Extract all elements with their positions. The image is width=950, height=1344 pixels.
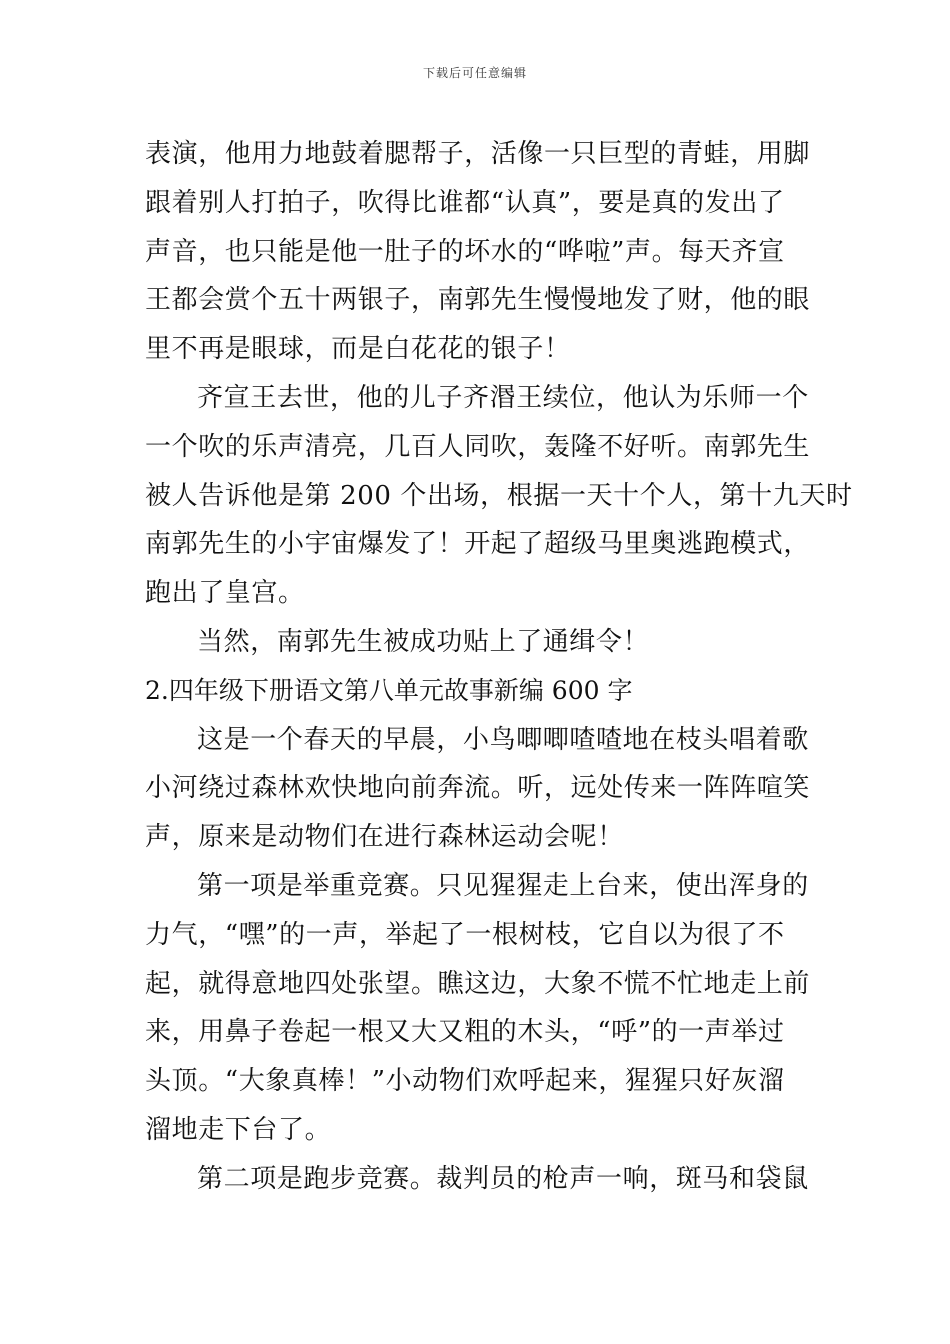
text-line: 表演，他用力地鼓着腮帮子，活像一只巨型的青蛙，用脚 [145, 139, 811, 169]
text-line: 头顶。“大象真棒！”小动物们欢呼起来，猩猩只好灰溜 [145, 1066, 785, 1097]
text-line: 里不再是眼球，而是白花花的银子！ [145, 334, 571, 365]
paragraph-start-line: 当然，南郭先生被成功贴上了通缉令！ [197, 626, 650, 657]
text-line: 小河绕过森林欢快地向前奔流。听，远处传来一阵阵喧笑 [145, 773, 811, 804]
text-line: 声音，也只能是他一肚子的坏水的“哗啦”声。每天齐宣 [145, 236, 785, 267]
text-line: 来，用鼻子卷起一根又大又粗的木头，“呼”的一声举过 [145, 1017, 785, 1048]
page-header: 下载后可任意编辑 [422, 66, 527, 80]
text-line: 声，原来是动物们在进行森林运动会呢！ [145, 822, 624, 853]
text-line: 一个吹的乐声清亮，几百人同吹，轰隆不好听。南郭先生 [145, 431, 811, 462]
text-line: 被人告诉他是第 200 个出场，根据一天十个人，第十九天时 [145, 480, 853, 511]
paragraph-start-line: 第一项是举重竞赛。只见猩猩走上台来，使出浑身的 [197, 870, 809, 901]
paragraph-start-line: 这是一个春天的早晨，小鸟唧唧喳喳地在枝头唱着歌 [197, 724, 809, 755]
text-line: 跑出了皇宫。 [145, 578, 305, 609]
document-body [145, 130, 853, 1204]
text-line: 王都会赏个五十两银子，南郭先生慢慢地发了财，他的眼 [145, 285, 811, 316]
text-line: 力气，“嘿”的一声，举起了一根树枝，它自以为很了不 [145, 919, 785, 950]
text-line: 溜地走下台了。 [145, 1114, 332, 1145]
text-line: 起，就得意地四处张望。瞧这边，大象不慌不忙地走上前 [145, 968, 811, 999]
paragraph-start-line: 第二项是跑步竞赛。裁判员的枪声一响，斑马和袋鼠 [197, 1163, 809, 1194]
section-heading: 2.四年级下册语文第八单元故事新编 600 字 [145, 675, 633, 705]
text-line: 南郭先生的小宇宙爆发了！开起了超级马里奥逃跑模式， [145, 529, 811, 560]
paragraph-start-line: 齐宣王去世，他的儿子齐湣王续位，他认为乐师一个 [197, 382, 809, 413]
text-line: 跟着别人打拍子，吹得比谁都“认真”，要是真的发出了 [145, 187, 785, 218]
